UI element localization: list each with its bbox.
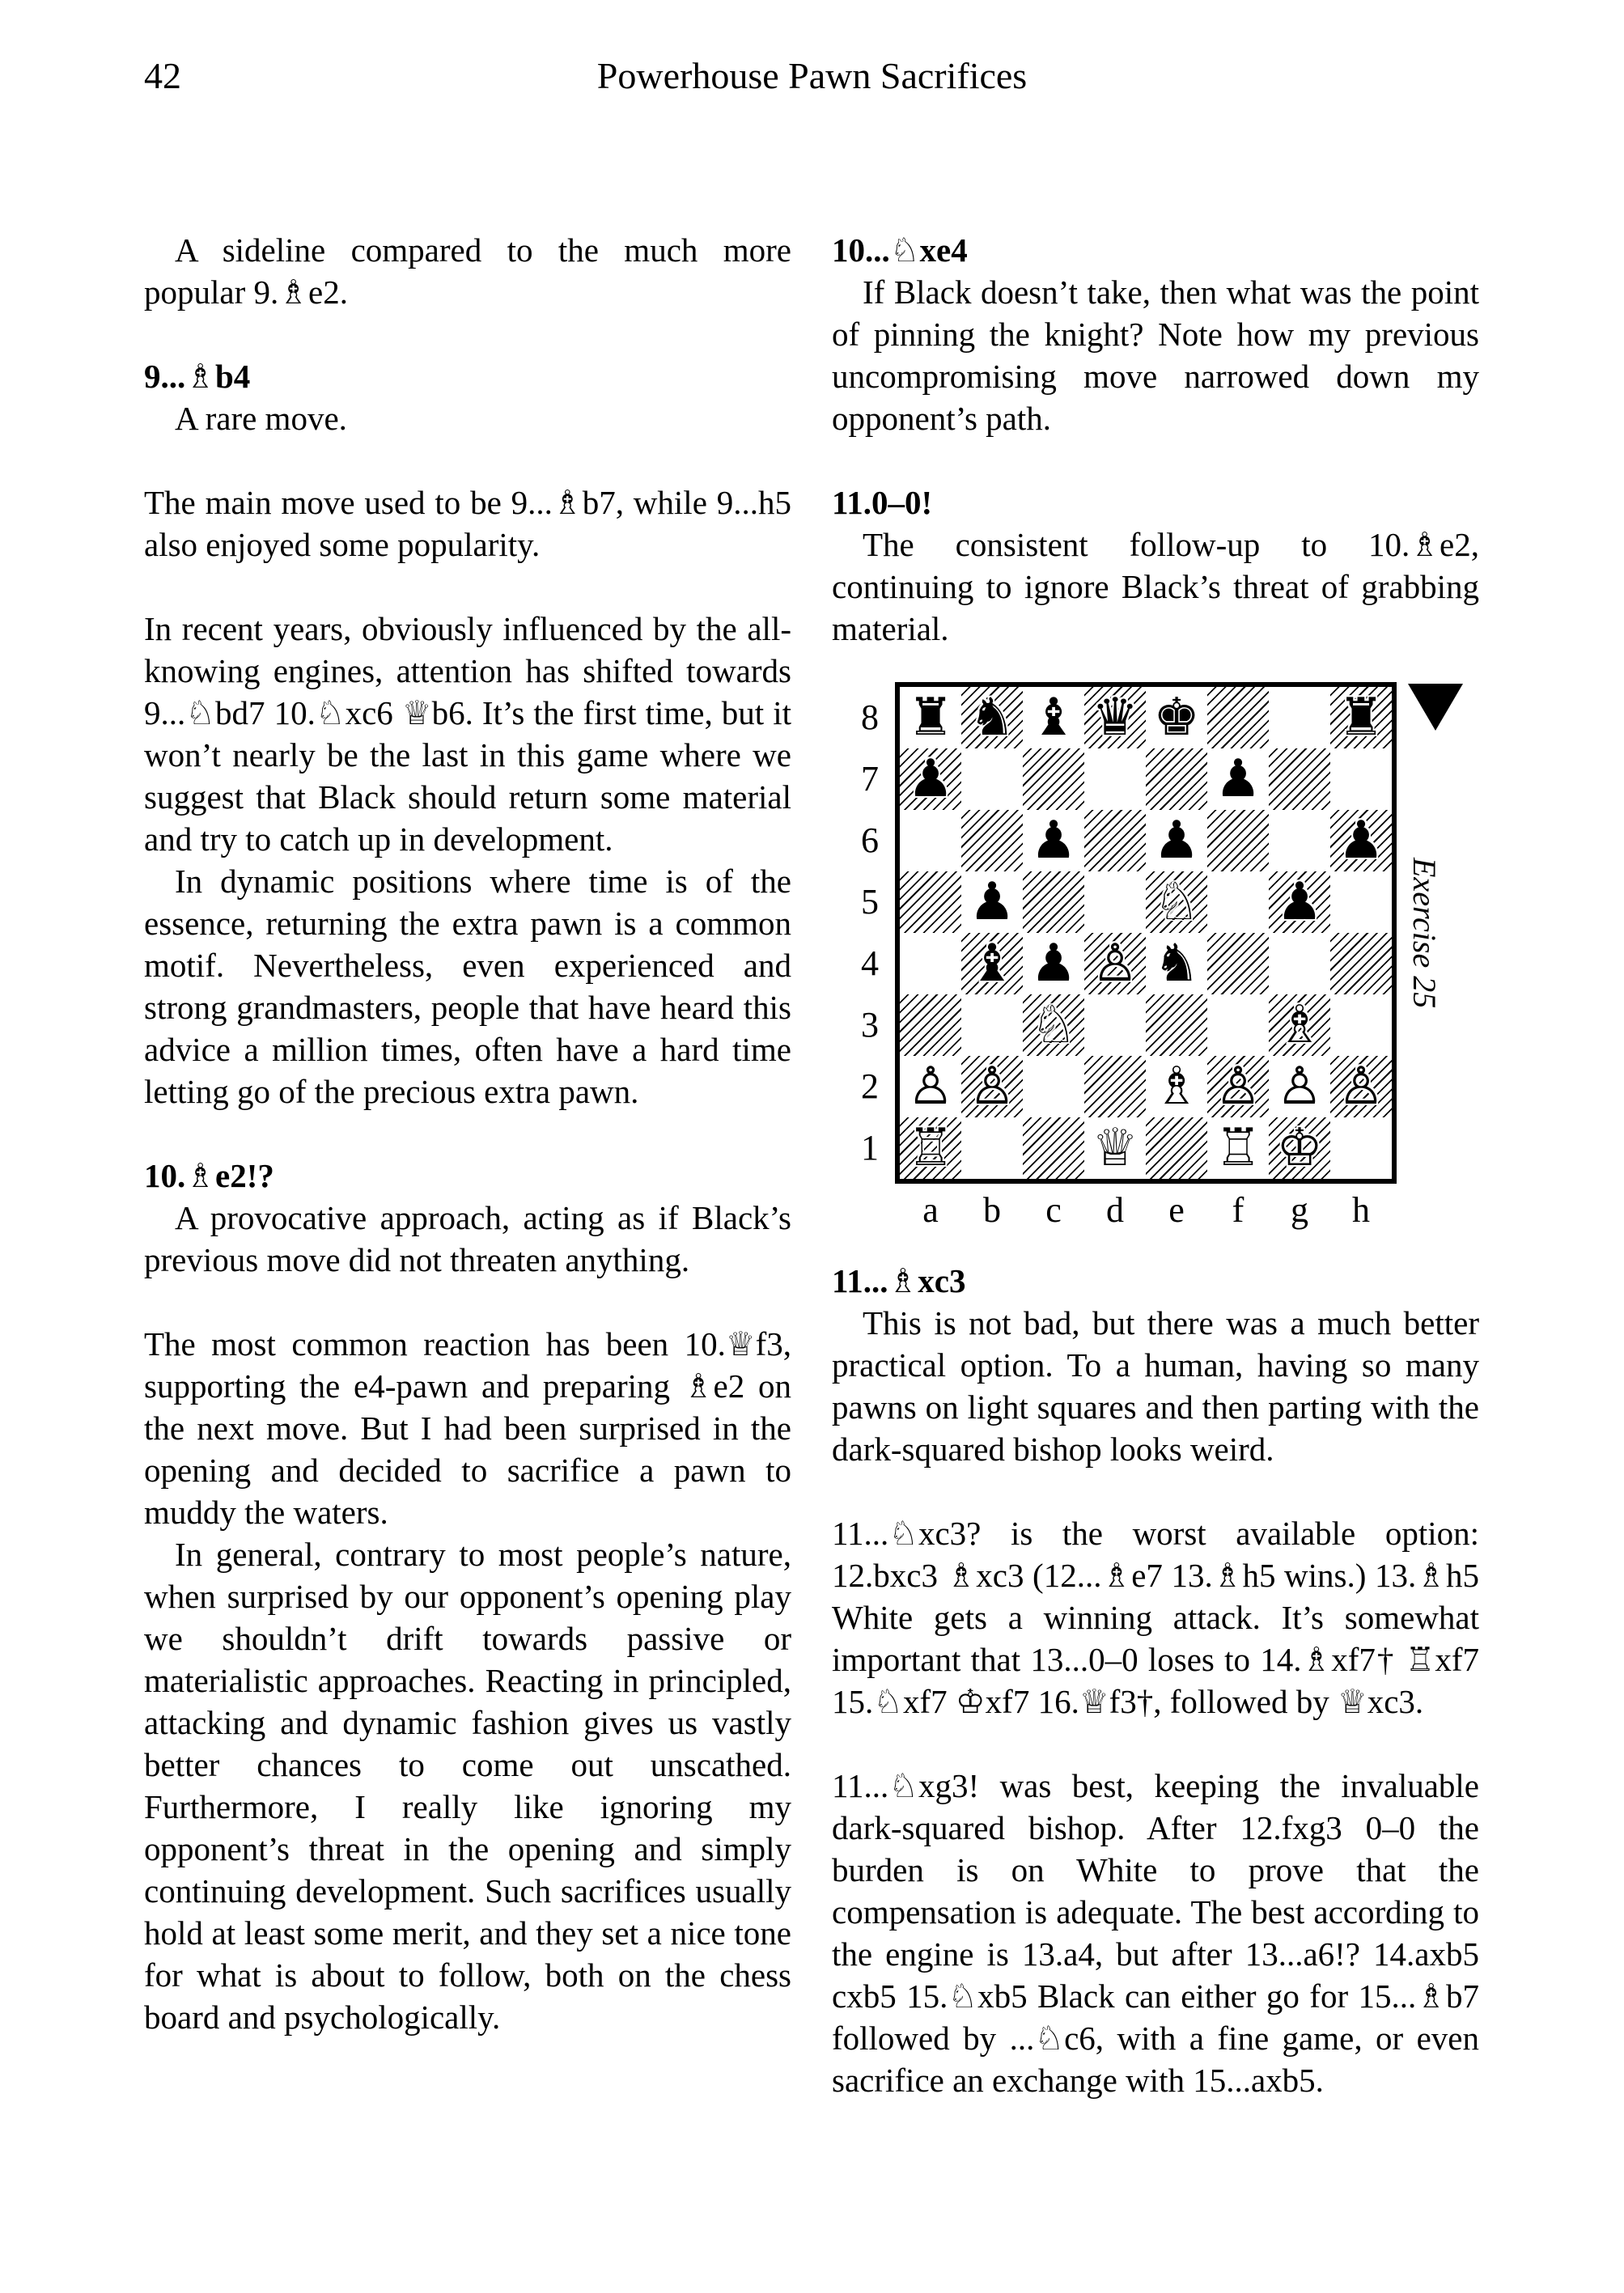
white-king-icon: ♔ <box>1276 1118 1323 1178</box>
white-rook-icon: ♖ <box>1215 1118 1261 1178</box>
rank-label: 7 <box>861 759 879 799</box>
paragraph: In recent years, obviously influenced by the all-knowing engines, attention has shifted towards 9...♘bd7 10.♘xc6 ♕b6. It’s the first time, but it won’t nearly be the last in this game where we suggest that Black should return some material and try to catch up in development. <box>144 610 791 858</box>
board-square <box>1207 748 1269 810</box>
board-square <box>1269 810 1330 871</box>
board-square <box>1146 933 1207 994</box>
board-square <box>900 933 961 994</box>
board-square <box>1146 687 1207 748</box>
board-square <box>1084 871 1146 933</box>
black-pawn-icon: ♟ <box>1030 934 1077 994</box>
move-heading: 11.0–0! <box>832 484 933 521</box>
board-square <box>1146 1056 1207 1117</box>
paragraph-gap <box>144 313 791 355</box>
board-square <box>1207 1117 1269 1179</box>
black-rook-icon: ♜ <box>1338 688 1384 748</box>
rank-label: 3 <box>861 1005 879 1045</box>
board-square <box>961 748 1023 810</box>
white-pawn-icon: ♙ <box>969 1057 1016 1117</box>
rank-label: 6 <box>861 820 879 860</box>
board-square <box>1330 933 1392 994</box>
file-label: d <box>1106 1190 1124 1230</box>
board-square <box>900 1056 961 1117</box>
board-square <box>900 994 961 1056</box>
page-title: Powerhouse Pawn Sacrifices <box>596 55 1028 96</box>
black-rook-icon: ♜ <box>907 688 954 748</box>
rank-labels <box>835 687 879 1179</box>
board-square <box>1269 748 1330 810</box>
board-square <box>1084 748 1146 810</box>
board-square <box>1146 810 1207 871</box>
right-column-bottom-text <box>832 1260 1479 2101</box>
paragraph: A sideline compared to the much more popular 9.♗e2. <box>144 231 791 311</box>
paragraph: The most common reaction has been 10.♕f3, supporting the e4-pawn and preparing ♗e2 on the next move. But I had been surprised in the opening and decided to sacrifice a pawn to muddy the waters. <box>144 1325 791 1531</box>
white-rook-icon: ♖ <box>907 1118 954 1178</box>
paragraph-gap <box>144 566 791 608</box>
board-square <box>1207 1056 1269 1117</box>
board-square <box>900 687 961 748</box>
chess-board <box>895 682 1397 1184</box>
white-pawn-icon: ♙ <box>1276 1057 1323 1117</box>
board-square <box>1023 871 1084 933</box>
file-label: g <box>1291 1190 1308 1230</box>
rank-label: 1 <box>861 1128 879 1168</box>
paragraph: 11...♘xc3? is the worst available option: 12.bxc3 ♗xc3 (12...♗e7 13.♗h5 wins.) 13.♗h5 White gets a winning attack. It’s somewhat important that 13...0–0 loses to 14.♗xf7† ♖xf7 15.♘xf7 ♔xf7 16.♕f3†, followed by ♕xc3. <box>832 1515 1479 1720</box>
board-square <box>1084 994 1146 1056</box>
black-pawn-icon: ♟ <box>969 872 1016 932</box>
exercise-label <box>1398 739 1450 1127</box>
board-square <box>1023 1117 1084 1179</box>
board-square <box>1207 994 1269 1056</box>
paragraph: This is not bad, but there was a much better practical option. To a human, having so many pawns on light squares and then parting with the dark-squared bishop looks weird. <box>832 1304 1479 1468</box>
move-heading: 11...♗xc3 <box>832 1262 966 1299</box>
white-pawn-icon: ♙ <box>1215 1057 1261 1117</box>
board-square <box>1084 687 1146 748</box>
board-square <box>900 748 961 810</box>
board-square <box>1330 1056 1392 1117</box>
white-knight-icon: ♘ <box>1153 872 1200 932</box>
black-king-icon: ♚ <box>1153 688 1200 748</box>
white-pawn-icon: ♙ <box>907 1057 954 1117</box>
file-labels <box>900 1187 1392 1234</box>
file-label: h <box>1352 1190 1370 1230</box>
file-label: c <box>1045 1190 1062 1230</box>
right-column-top-text <box>832 229 1479 650</box>
board-square <box>1023 1056 1084 1117</box>
paragraph: In dynamic positions where time is of the essence, returning the extra pawn is a common motif. Nevertheless, even experienced and strong grandmasters, people that have heard this advice a million times, often have a hard time letting go of the precious extra pawn. <box>144 863 791 1110</box>
board-square <box>1330 1117 1392 1179</box>
board-square <box>1084 810 1146 871</box>
white-bishop-icon: ♗ <box>1276 995 1323 1055</box>
black-pawn-icon: ♟ <box>1276 872 1323 932</box>
paragraph-gap <box>144 1281 791 1323</box>
board-square <box>1269 994 1330 1056</box>
board-square <box>1330 810 1392 871</box>
paragraph-gap <box>144 439 791 481</box>
paragraph-gap <box>144 1113 791 1155</box>
paragraph: The consistent follow-up to 10.♗e2, continuing to ignore Black’s threat of grabbing material. <box>832 526 1479 647</box>
black-knight-icon: ♞ <box>969 688 1016 748</box>
paragraph-gap <box>832 1723 1479 1765</box>
chess-diagram <box>832 682 1479 1240</box>
black-pawn-icon: ♟ <box>1153 811 1200 871</box>
board-square <box>961 871 1023 933</box>
board-square <box>1146 994 1207 1056</box>
page-number: 42 <box>144 55 181 96</box>
board-square <box>1269 871 1330 933</box>
board-square <box>1269 933 1330 994</box>
board-square <box>1207 687 1269 748</box>
left-column <box>144 229 791 2038</box>
board-square <box>900 810 961 871</box>
white-queen-icon: ♕ <box>1092 1118 1138 1178</box>
paragraph-gap <box>832 1470 1479 1512</box>
paragraph: A provocative approach, acting as if Black’s previous move did not threaten anything. <box>144 1199 791 1278</box>
move-heading: 10.♗e2!? <box>144 1157 274 1194</box>
board-square <box>1146 748 1207 810</box>
file-label: f <box>1232 1190 1245 1230</box>
black-queen-icon: ♛ <box>1092 688 1138 748</box>
board-square <box>1330 871 1392 933</box>
board-square <box>900 1117 961 1179</box>
white-knight-icon: ♘ <box>1030 995 1077 1055</box>
paragraph: In general, contrary to most people’s nature, when surprised by our opponent’s opening play we shouldn’t drift towards passive or materialistic approaches. Reacting in principled, attacking and dynamic fashion gives us vastly better chances to come out unscathed. Furthermore, I really like ignoring my opponent’s threat in the opening and simply continuing development. Such sacrifices usually hold at least some merit, and they set a nice tone for what is about to follow, both on the chess board and psychologically. <box>144 1536 791 2036</box>
board-square <box>1146 1117 1207 1179</box>
black-bishop-icon: ♝ <box>969 934 1016 994</box>
board-square <box>1269 1117 1330 1179</box>
black-knight-icon: ♞ <box>1153 934 1200 994</box>
paragraph: A rare move. <box>175 400 347 437</box>
board-square <box>1023 687 1084 748</box>
board-square <box>1207 933 1269 994</box>
paragraph: The main move used to be 9...♗b7, while 9...h5 also enjoyed some popularity. <box>144 484 791 563</box>
file-label: a <box>922 1190 939 1230</box>
black-to-move-icon <box>1408 684 1463 731</box>
board-square <box>961 687 1023 748</box>
board-square <box>1023 933 1084 994</box>
exercise-label-text: Exercise 25 <box>1406 857 1443 1009</box>
rank-label: 5 <box>861 882 879 922</box>
board-square <box>1023 994 1084 1056</box>
board-square <box>1330 748 1392 810</box>
black-pawn-icon: ♟ <box>1215 749 1261 809</box>
file-label: e <box>1168 1190 1185 1230</box>
board-square <box>1330 687 1392 748</box>
board-square <box>1207 871 1269 933</box>
board-square <box>1084 1117 1146 1179</box>
black-pawn-icon: ♟ <box>1338 811 1384 871</box>
board-square <box>1084 933 1146 994</box>
move-heading: 9...♗b4 <box>144 358 251 395</box>
rank-label: 4 <box>861 943 879 983</box>
board-square <box>1023 810 1084 871</box>
paragraph: 11...♘xg3! was best, keeping the invaluable dark-squared bishop. After 12.fxg3 0–0 the burden is on White to prove that the compensation is adequate. The best according to the engine is 13.a4, but after 13...a6!? 14.axb5 cxb5 15.♘xb5 Black can either go for 15...♗b7 followed by ...♘c6, with a fine game, or even sacrifice an exchange with 15...axb5. <box>832 1767 1479 2099</box>
board-square <box>1269 687 1330 748</box>
board-square <box>900 871 961 933</box>
move-heading: 10...♘xe4 <box>832 231 968 269</box>
board-square <box>1084 1056 1146 1117</box>
board-square <box>1330 994 1392 1056</box>
board-square <box>961 933 1023 994</box>
white-pawn-icon: ♙ <box>1338 1057 1384 1117</box>
rank-label: 8 <box>861 697 879 737</box>
white-pawn-icon: ♙ <box>1092 934 1138 994</box>
file-label: b <box>983 1190 1001 1230</box>
board-square <box>961 1056 1023 1117</box>
black-pawn-icon: ♟ <box>1030 811 1077 871</box>
paragraph-gap <box>832 439 1479 481</box>
black-pawn-icon: ♟ <box>907 749 954 809</box>
board-square <box>1023 748 1084 810</box>
board-square <box>961 994 1023 1056</box>
rank-label: 2 <box>861 1066 879 1106</box>
board-square <box>961 810 1023 871</box>
right-column <box>832 229 1479 2101</box>
paragraph: If Black doesn’t take, then what was the point of pinning the knight? Note how my previous uncompromising move narrowed down my opponent’s path. <box>832 273 1479 437</box>
white-bishop-icon: ♗ <box>1153 1057 1200 1117</box>
board-square <box>1269 1056 1330 1117</box>
board-square <box>961 1117 1023 1179</box>
board-square <box>1146 871 1207 933</box>
black-bishop-icon: ♝ <box>1030 688 1077 748</box>
board-square <box>1207 810 1269 871</box>
